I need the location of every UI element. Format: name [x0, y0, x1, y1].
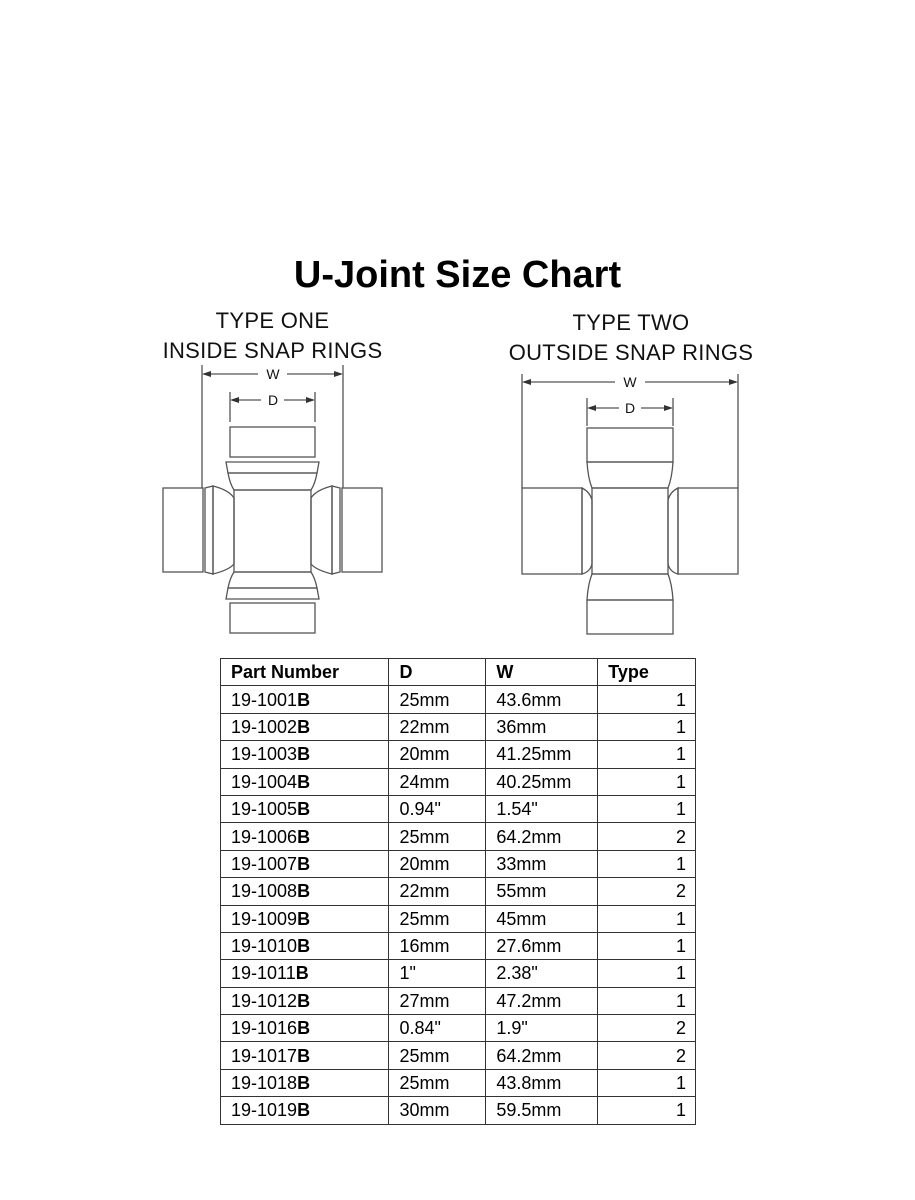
w-cell: 27.6mm — [486, 932, 598, 959]
part-number: 19-1007 — [231, 853, 298, 874]
part-number-cell — [221, 713, 389, 740]
part-number-cell — [221, 1015, 389, 1042]
part-number: 19-1009 — [231, 908, 298, 929]
type-one-subtitle: INSIDE SNAP RINGS — [162, 338, 383, 363]
part-suffix: B — [297, 1073, 311, 1094]
table-body — [221, 686, 696, 1124]
table-row — [221, 686, 696, 713]
d-cell: 25mm — [389, 905, 486, 932]
w-cell: 33mm — [486, 850, 598, 877]
d-cell: 0.84" — [389, 1015, 486, 1042]
type-two-subtitle: OUTSIDE SNAP RINGS — [508, 340, 754, 365]
type-cell: 2 — [598, 1015, 696, 1042]
d-cell: 27mm — [389, 987, 486, 1014]
part-suffix: B — [297, 799, 311, 820]
d-cell: 24mm — [389, 768, 486, 795]
d-dimension-label: D — [624, 400, 636, 416]
part-number: 19-1004 — [231, 771, 298, 792]
w-cell: 64.2mm — [486, 823, 598, 850]
table-row — [221, 878, 696, 905]
part-number: 19-1006 — [231, 826, 298, 847]
part-number: 19-1011 — [231, 963, 296, 984]
w-cell: 43.6mm — [486, 686, 598, 713]
part-suffix: B — [297, 744, 311, 765]
part-number-cell — [221, 960, 389, 987]
d-cell: 25mm — [389, 1069, 486, 1096]
part-number: 19-1018 — [231, 1073, 298, 1094]
d-cell: 30mm — [389, 1097, 486, 1124]
part-number: 19-1016 — [231, 1018, 298, 1039]
w-cell: 36mm — [486, 713, 598, 740]
d-cell: 25mm — [389, 1042, 486, 1069]
part-number-cell — [221, 987, 389, 1014]
type-two-ujoint-diagram — [512, 370, 748, 638]
w-cell: 59.5mm — [486, 1097, 598, 1124]
type-cell: 1 — [598, 713, 696, 740]
column-header-part-number: Part Number — [221, 659, 389, 686]
part-number-cell — [221, 878, 389, 905]
part-suffix: B — [297, 853, 311, 874]
part-number-cell — [221, 741, 389, 768]
type-cell: 1 — [598, 960, 696, 987]
d-cell: 22mm — [389, 713, 486, 740]
part-suffix: B — [297, 716, 311, 737]
part-number-cell — [221, 1069, 389, 1096]
part-number-cell — [221, 1097, 389, 1124]
part-number: 19-1019 — [231, 1100, 298, 1121]
part-suffix: B — [297, 689, 311, 710]
table-row — [221, 795, 696, 822]
part-suffix: B — [297, 771, 311, 792]
table-row — [221, 713, 696, 740]
part-number: 19-1017 — [231, 1045, 298, 1066]
type-cell: 1 — [598, 795, 696, 822]
table-row — [221, 932, 696, 959]
part-number-cell — [221, 768, 389, 795]
part-number: 19-1005 — [231, 799, 298, 820]
w-cell: 1.9" — [486, 1015, 598, 1042]
part-suffix: B — [297, 990, 311, 1011]
d-cell: 20mm — [389, 741, 486, 768]
part-number-cell — [221, 795, 389, 822]
type-one-heading — [130, 306, 415, 366]
table-row — [221, 1015, 696, 1042]
part-suffix: B — [297, 1018, 311, 1039]
type-cell: 2 — [598, 878, 696, 905]
part-suffix: B — [297, 881, 311, 902]
part-number-cell — [221, 1042, 389, 1069]
table-row — [221, 823, 696, 850]
part-suffix: B — [297, 1100, 311, 1121]
type-cell: 1 — [598, 1069, 696, 1096]
table-row — [221, 768, 696, 795]
w-cell: 45mm — [486, 905, 598, 932]
w-cell: 55mm — [486, 878, 598, 905]
d-cell: 20mm — [389, 850, 486, 877]
table-row — [221, 1097, 696, 1124]
type-cell: 1 — [598, 932, 696, 959]
type-cell: 1 — [598, 768, 696, 795]
type-cell: 1 — [598, 686, 696, 713]
d-cell: 25mm — [389, 823, 486, 850]
part-number: 19-1010 — [231, 936, 298, 957]
part-suffix: B — [295, 963, 309, 984]
table-header-row — [221, 659, 696, 686]
w-cell: 1.54" — [486, 795, 598, 822]
d-cell: 1" — [389, 960, 486, 987]
w-cell: 2.38" — [486, 960, 598, 987]
table-row — [221, 1042, 696, 1069]
column-header-d: D — [389, 659, 486, 686]
w-cell: 41.25mm — [486, 741, 598, 768]
w-dimension-label: W — [266, 366, 280, 382]
part-number-cell — [221, 823, 389, 850]
part-number-cell — [221, 932, 389, 959]
part-number: 19-1012 — [231, 990, 298, 1011]
column-header-w: W — [486, 659, 598, 686]
w-cell: 47.2mm — [486, 987, 598, 1014]
part-number: 19-1008 — [231, 881, 298, 902]
part-suffix: B — [297, 826, 311, 847]
type-cell: 1 — [598, 850, 696, 877]
type-one-ujoint-diagram — [155, 362, 390, 637]
part-number-cell — [221, 686, 389, 713]
type-cell: 1 — [598, 741, 696, 768]
w-dimension-label: W — [623, 374, 637, 390]
table-row — [221, 987, 696, 1014]
w-cell: 43.8mm — [486, 1069, 598, 1096]
d-cell: 0.94" — [389, 795, 486, 822]
ujoint-size-table — [220, 658, 696, 1125]
table-row — [221, 905, 696, 932]
type-one-title: TYPE ONE — [215, 308, 330, 333]
table-row — [221, 850, 696, 877]
part-number: 19-1002 — [231, 716, 298, 737]
w-cell: 40.25mm — [486, 768, 598, 795]
part-suffix: B — [297, 1045, 311, 1066]
table-row — [221, 960, 696, 987]
type-cell: 1 — [598, 1097, 696, 1124]
type-cell: 2 — [598, 823, 696, 850]
part-number-cell — [221, 905, 389, 932]
part-suffix: B — [297, 908, 311, 929]
part-number-cell — [221, 850, 389, 877]
type-cell: 2 — [598, 1042, 696, 1069]
type-two-heading — [476, 308, 786, 368]
w-cell: 64.2mm — [486, 1042, 598, 1069]
page-title: U-Joint Size Chart — [293, 254, 622, 296]
type-cell: 1 — [598, 987, 696, 1014]
d-cell: 22mm — [389, 878, 486, 905]
type-two-title: TYPE TWO — [572, 310, 690, 335]
table-row — [221, 1069, 696, 1096]
part-number: 19-1003 — [231, 744, 298, 765]
d-dimension-label: D — [267, 392, 279, 408]
table-row — [221, 741, 696, 768]
d-cell: 25mm — [389, 686, 486, 713]
column-header-type: Type — [598, 659, 696, 686]
type-cell: 1 — [598, 905, 696, 932]
part-suffix: B — [297, 936, 311, 957]
d-cell: 16mm — [389, 932, 486, 959]
part-number: 19-1001 — [231, 689, 298, 710]
